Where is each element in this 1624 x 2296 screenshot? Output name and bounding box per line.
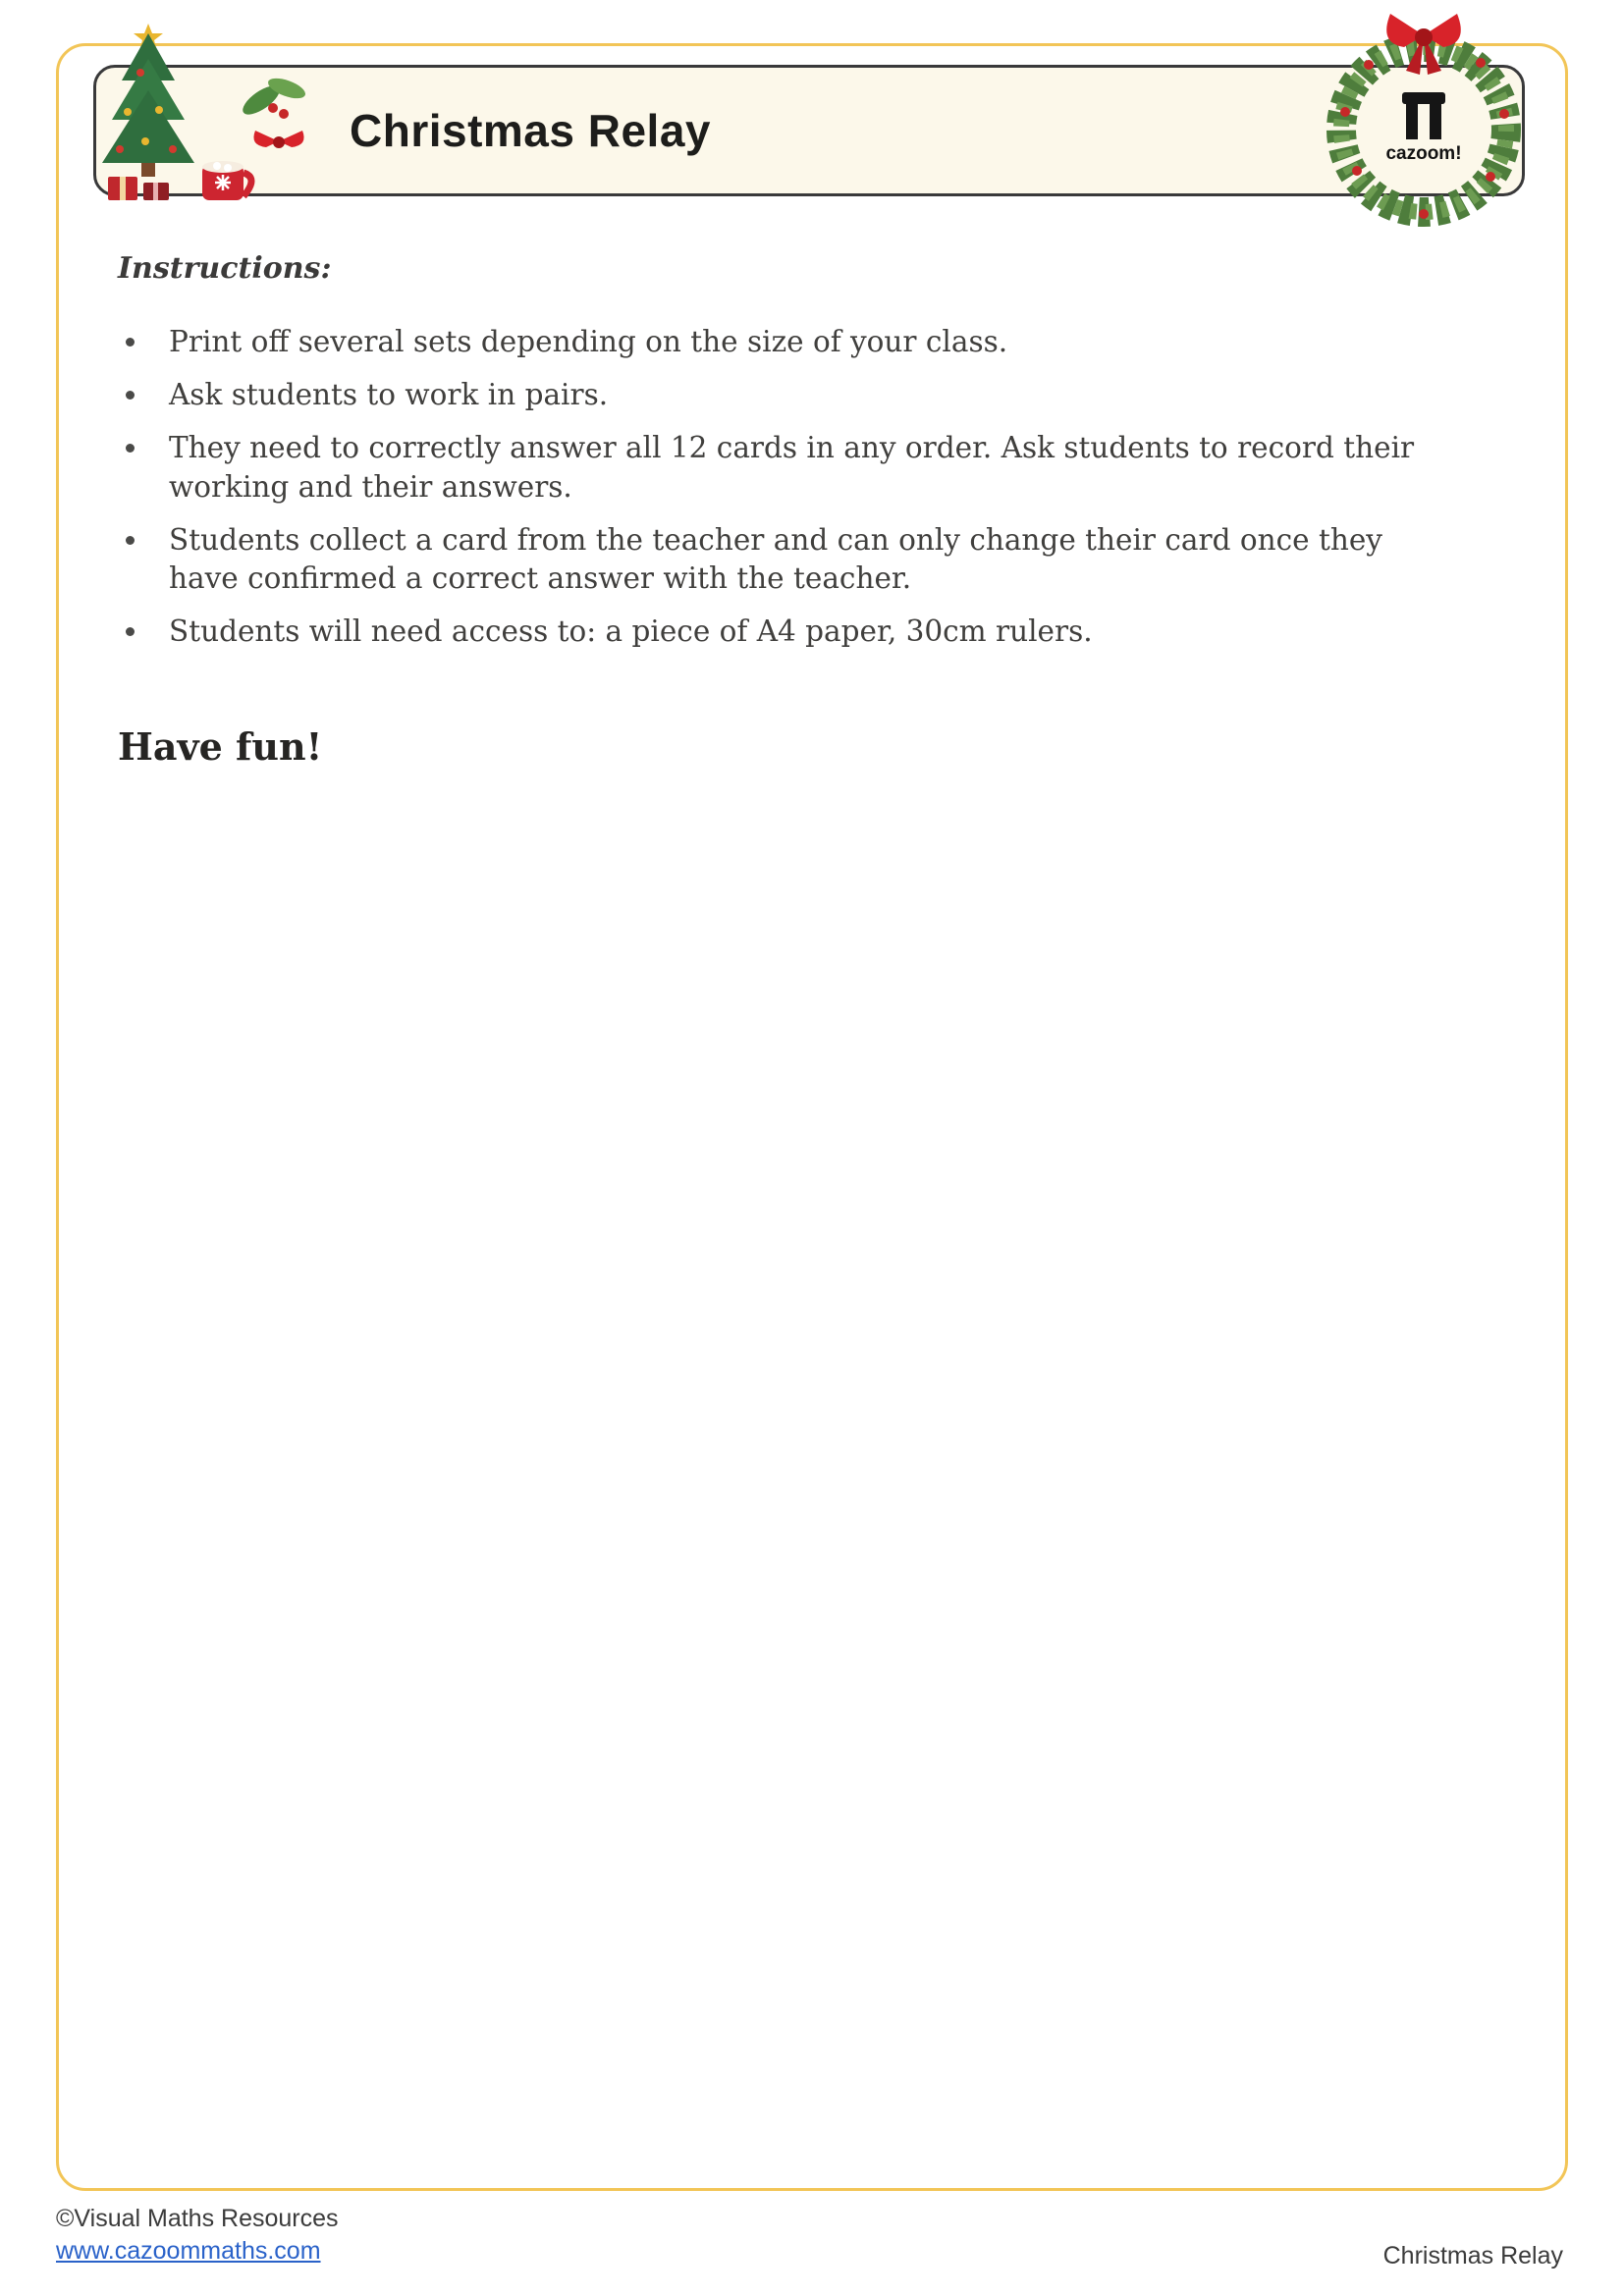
list-item [118,323,1453,361]
list-item [118,429,1453,506]
list-item [118,376,1453,414]
bullet-dot-icon [126,627,135,636]
bullet-dot-icon [126,338,135,347]
cazoom-logo-text: cazoom! [1385,143,1462,164]
closing-text: Have fun! [118,723,323,769]
list-item [118,521,1453,598]
list-item-text: Ask students to work in pairs. [169,378,609,412]
website-link[interactable]: www.cazoommaths.com [56,2237,321,2265]
cazoom-mark [1402,92,1445,139]
copyright-text: ©Visual Maths Resources [56,2205,339,2232]
bullet-dot-icon [126,536,135,545]
footer-document-title: Christmas Relay [1382,2242,1563,2269]
instructions-section [118,251,1453,769]
list-item-text: They need to correctly answer all 12 cards in any order. Ask students to record their working and their answers. [169,431,1415,504]
instructions-list [118,323,1453,652]
page-title: Christmas Relay [350,105,711,156]
holly-sprig [239,75,308,120]
footer-left [56,2205,339,2266]
list-item [118,613,1453,651]
christmas-tree-icon [86,18,322,219]
wreath-logo-icon [1298,0,1543,240]
list-item-text: Print off several sets depending on the size of your class. [169,325,1008,358]
instructions-heading: Instructions: [118,251,332,286]
list-item-text: Students will need access to: a piece of A4 paper, 30cm rulers. [169,614,1093,649]
bullet-dot-icon [126,444,135,453]
bullet-dot-icon [126,391,135,400]
list-item-text: Students collect a card from the teacher and can only change their card once they have confirmed a correct answer with the teacher. [169,522,1382,596]
